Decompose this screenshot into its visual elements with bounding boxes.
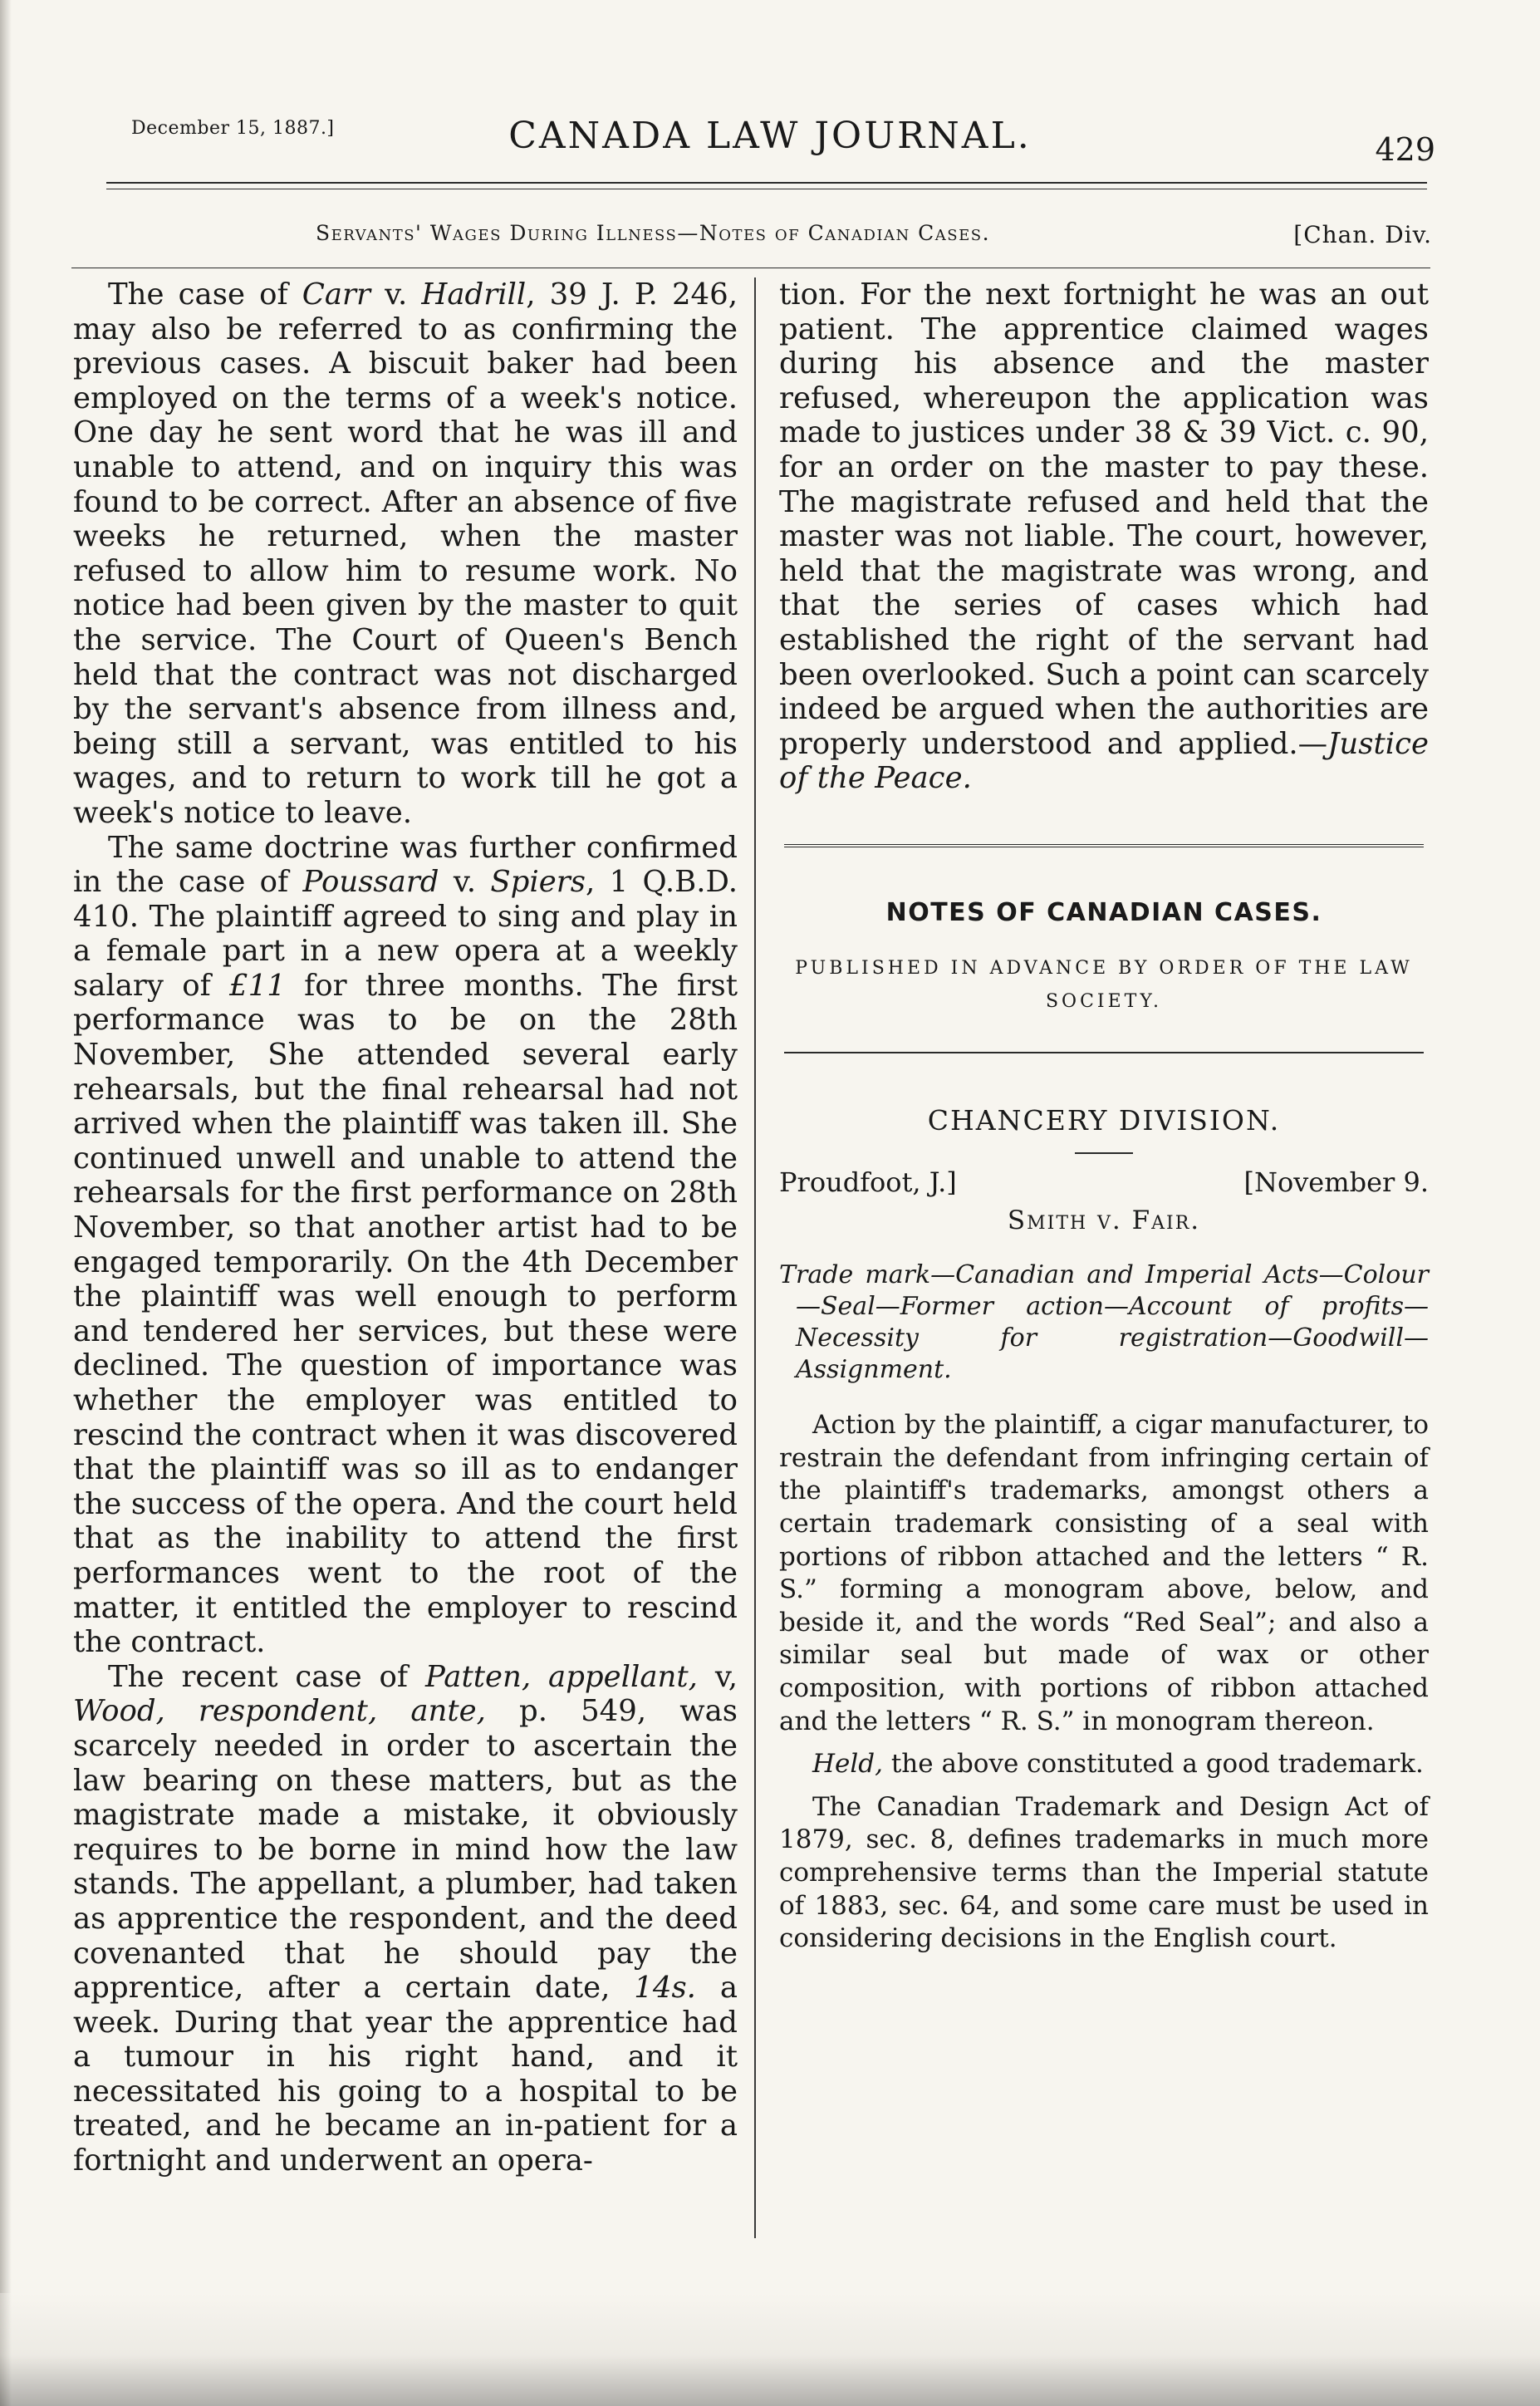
judge-name: Proudfoot, J.] [779, 1166, 957, 1199]
running-division: [Chan. Div. [1293, 221, 1432, 248]
paragraph-carr-v-hadrill: The case of Carr v. Hadrill, 39 J. P. 246, may also be referred to as confirming the previous cases. A biscuit baker had been employed on the terms of a week's notice. One day he sent word that he was ill and unable to attend, and on inquiry this was found to be correct. After an absence of five weeks he returned, when the master refused to allow him to resume work. No notice had been given by the master to quit the service. The Court of Queen's Bench held that the contract was not discharged by the servant's absence from illness and, being still a servant, was entitled to his wages, and to return to work till he got a week's notice to leave. [73, 277, 738, 830]
division-heading: CHANCERY DIVISION. [927, 1103, 1281, 1137]
paragraph-poussard-v-spiers: The same doctrine was further confirmed in the case of Poussard v. Spiers, 1 Q.B.D. 410. The plaintiff agreed to sing and play in a female part in a new opera at a weekly salary of £11 for three months. The first performance was to be on the 28th November, She attended several early rehearsals, but the final rehearsal had not arrived when the plaintiff was taken ill. She continued unwell and unable to attend the rehearsals for the first performance on 28th November, so that another artist had to be engaged temporarily. On the 4th December the plaintiff was well enough to perform and tendered her services, but these were declined. The question of importance was whether the employer was entitled to rescind the contract when it was discovered that the plaintiff was so ill as to endanger the success of the opera. And the court held that as the inability to attend the first performances went to the root of the matter, it entitled the employer to rescind the contract. [73, 830, 738, 1660]
short-rule [1075, 1152, 1133, 1154]
case-meta [779, 1166, 1429, 1201]
case-headnote: Trade mark—Canadian and Imperial Acts—Colour—Seal—Former action—Account of profits—Necessity for registration—Goodwill—Assignment. [779, 1260, 1429, 1385]
case-name: Smith v. Fair. [1007, 1205, 1201, 1235]
case-date: [November 9. [1243, 1166, 1429, 1199]
paragraph-patten-v-wood: The recent case of Patten, appellant, v, Wood, respondent, ante, p. 549, was scarcely needed in order to ascertain the law bearing on these matters, but as the magistrate made a mistake, it obviously requires to be borne in mind how the law stands. The appellant, a plumber, had taken as apprentice the respondent, and the deed covenanted that he should pay the apprentice, after a certain date, 14s. a week. During that year the apprentice had a tumour in his right hand, and it necessitated his going to a hospital to be treated, and he became an in-patient for a fortnight and underwent an opera- [73, 1659, 738, 2178]
scan-edge [0, 2293, 1540, 2406]
journal-title: CANADA LAW JOURNAL. [508, 115, 1032, 157]
header-rule-top [106, 182, 1427, 184]
published-notice: PUBLISHED IN ADVANCE BY ORDER OF THE LAW SOCIETY. [795, 957, 1413, 1012]
paragraph-action: Action by the plaintiff, a cigar manufacturer, to restrain the defendant from infringing certain of the plaintiff's trademarks, amongst others a certain trademark consisting of a seal with portions of ribbon attached and the letters “ R. S.” forming a monogram above, below, and beside it, and the words “Red Seal”; and also a similar seal but made of wax or other composition, with portions of ribbon attached and the letters “ R. S.” in monogram thereon. [779, 1410, 1429, 1736]
paragraph-held: Held, the above constituted a good trademark. [812, 1749, 1424, 1780]
section-divider [784, 1052, 1424, 1053]
scan-shadow [0, 0, 12, 2406]
section-divider-double [784, 844, 1424, 847]
issue-date: December 15, 1887.] [131, 118, 335, 139]
column-divider [754, 277, 756, 2238]
paragraph-continuation: tion. For the next fortnight he was an out patient. The apprentice claimed wages during his absence and the master refused, whereupon the application was made to justices under 38 & 39 Vict. c. 90, for an order on the master to pay these. The magistrate refused and held that the master was not liable. The court, however, held that the magistrate was wrong, and that the series of cases which had established the right of the servant had been overlooked. Such a point can scarcely indeed be argued when the authorities are properly understood and applied.—Justice of the Peace. [779, 277, 1429, 796]
paragraph-act: The Canadian Trademark and Design Act of 1879, sec. 8, defines trademarks in much more comprehensive terms than the Imperial statute of 1883, sec. 64, and some care must be used in considering decisions in the English court. [779, 1791, 1429, 1954]
case-body [779, 1409, 1429, 1956]
left-column [73, 277, 738, 2178]
page-number: 429 [1375, 131, 1435, 168]
page-header [0, 0, 1540, 166]
running-head: Servants' Wages During Illness—Notes of Canadian Cases. [316, 221, 991, 245]
section-title: NOTES OF CANADIAN CASES. [885, 897, 1322, 927]
right-column [779, 277, 1429, 1956]
